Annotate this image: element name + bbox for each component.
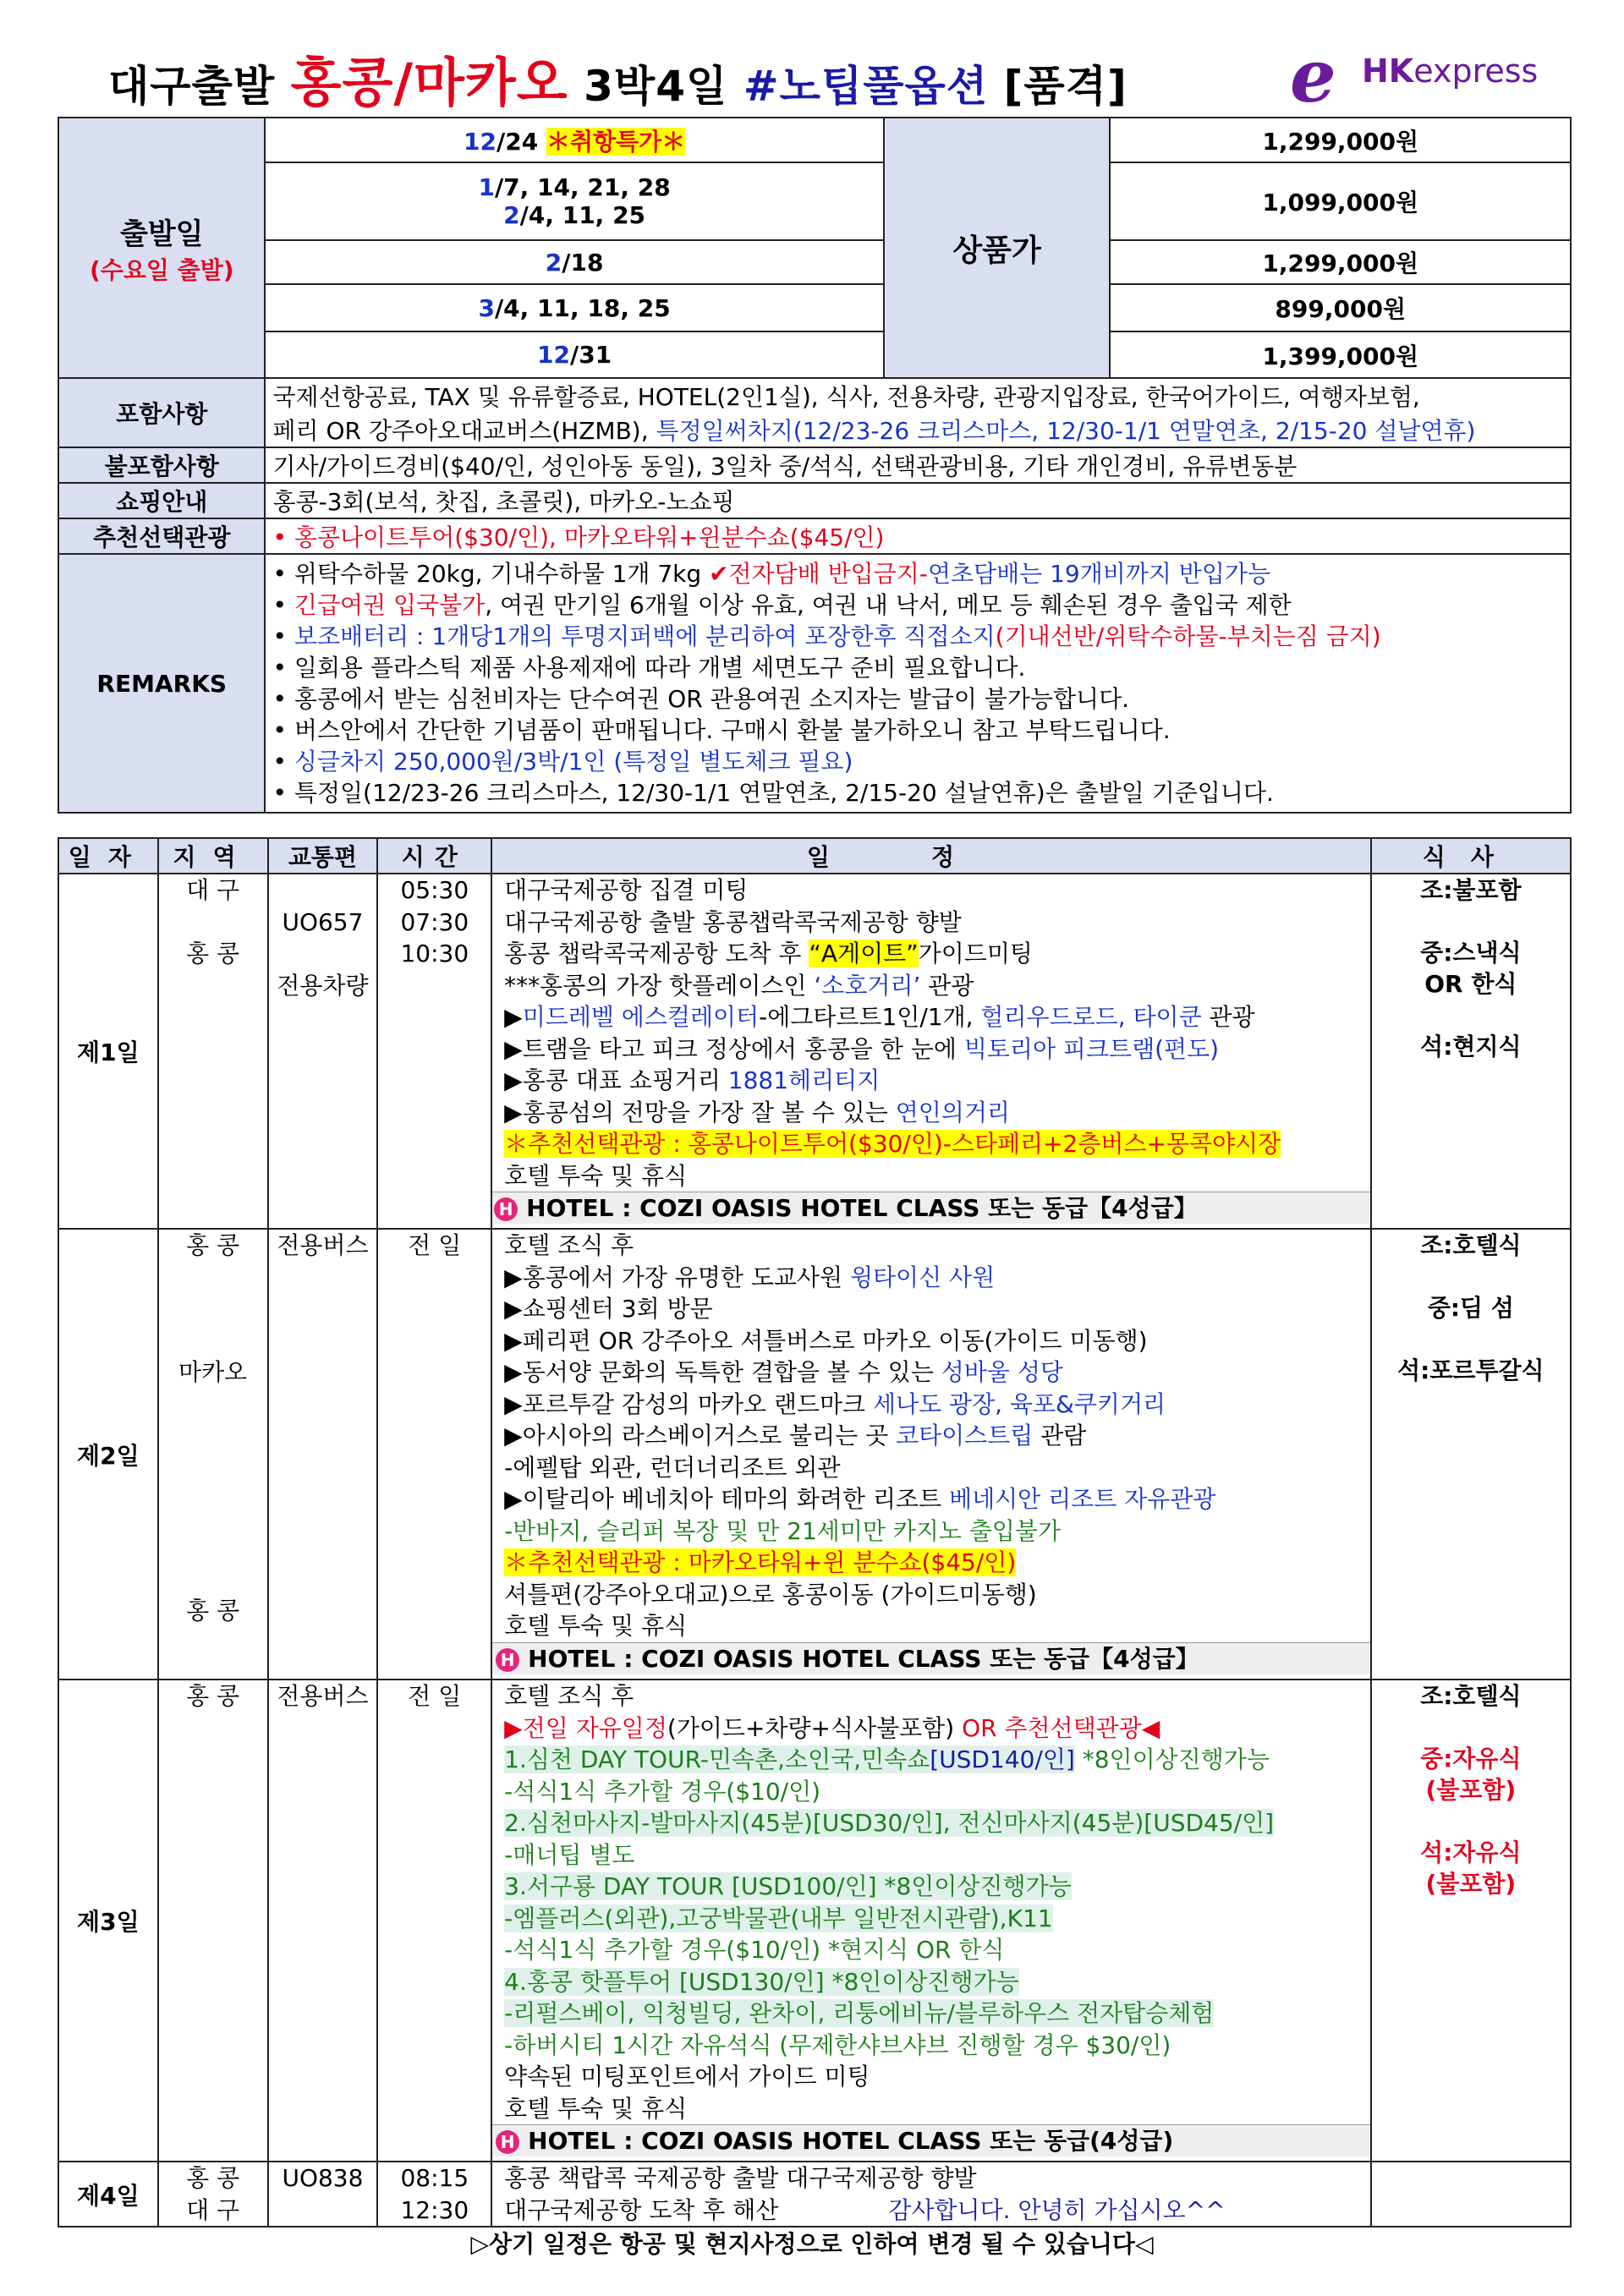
hk-express-logo <box>1290 34 1569 119</box>
day1-option: ＊추천선택관광 : 홍콩나이트투어($30/인)-스타페리+2층버스+몽콕야시장 <box>504 1130 1281 1158</box>
header-meals: 식사 <box>1371 838 1571 874</box>
title-destination: 홍콩/마카오 <box>290 52 568 113</box>
exclude-label: 불포함사항 <box>58 447 265 483</box>
remarks-label: REMARKS <box>58 554 265 813</box>
shopping-label: 쇼핑안내 <box>58 483 265 518</box>
day2-region: 홍 콩 마카오 홍 콩 <box>158 1229 268 1680</box>
logo-text: HKexpress <box>1362 52 1539 90</box>
day3-label: 제3일 <box>58 1680 158 2162</box>
hk-express-e-icon: e <box>1290 34 1336 119</box>
day1-meals: 조:불포함 중:스낵식 OR 한식 석:현지식 <box>1371 874 1571 1229</box>
special-badge: ＊취항특가＊ <box>546 127 686 156</box>
day1-hotel: H HOTEL : COZI OASIS HOTEL CLASS 또는 동급【4성급】 <box>491 1192 1370 1224</box>
option-content: • 홍콩나이트투어($30/인), 마카오타워+윈분수쇼($45/인) <box>265 518 1571 554</box>
option-label: 추천선택관광 <box>58 518 265 554</box>
day1-time: 05:30 07:30 10:30 <box>377 874 491 1229</box>
day2-label: 제2일 <box>58 1229 158 1680</box>
day1-region: 대 구 홍 콩 <box>158 874 268 1229</box>
day4-label: 제4일 <box>58 2162 158 2227</box>
price-value: 1,299,000원 <box>1110 240 1571 284</box>
departure-sub: (수요일 출발) <box>89 255 234 284</box>
day3-transport: 전용버스 <box>268 1680 378 2162</box>
title-tag: #노팁풀옵션 <box>743 62 989 111</box>
day3-meals: 조:호텔식 중:자유식 (불포함) 석:자유식 (불포함) <box>1371 1680 1571 2162</box>
page-title <box>108 41 1127 116</box>
day3-hotel: H HOTEL : COZI OASIS HOTEL CLASS 또는 동급(4성급) <box>492 2124 1370 2156</box>
product-info-table <box>58 117 1572 814</box>
day4-meals <box>1371 2162 1571 2227</box>
footer-note: ▷상기 일정은 항공 및 현지사정으로 인하여 변경 될 수 있습니다◁ <box>470 2230 1154 2258</box>
day2-time: 전 일 <box>377 1229 491 1680</box>
day2-meals: 조:호텔식 중:딤 섬 석:포르투갈식 <box>1371 1229 1571 1680</box>
day2-option: ＊추천선택관광 : 마카오타워+윈 분수쇼($45/인) <box>504 1548 1017 1576</box>
departure-date-row: 12/24 ＊취항특가＊ <box>265 118 883 162</box>
day1-label: 제1일 <box>58 874 158 1229</box>
price-label: 상품가 <box>952 233 1041 268</box>
title-grade: [품격] <box>988 62 1127 111</box>
departure-date-row: 1/7, 14, 21, 28 2/4, 11, 25 <box>265 162 883 240</box>
hotel-icon: H <box>494 1197 518 1221</box>
day4-transport: UO838 <box>268 2162 378 2227</box>
remarks-content: • 위탁수하물 20kg, 기내수하물 1개 7kg ✔전자담배 반입금지-연초담배는 19개비까지 반입가능 • 긴급여권 입국불가, 여권 만기일 6개월 이상 유효, 여권 내 낙서, 메모 등 훼손된 경우 출입국 제한 • 보조배터리 : 1개당1개의 투명지퍼백에 분리하여 포장한후 직접소지(기내선반/위탁수하물-부치는짐 금지) • 일회용 플라스틱 제품 사용제재에 따라 개별 세면도구 준비 필요합니다. • 홍콩에서 받는 심천비자는 단수여권 OR 관용여권 소지자는 발급이 불가능합니다. • 버스안에서 간단한 기념품이 판매됩니다. 구매시 환불 불가하오니 참고 부탁드립니다. • 싱글차지 250,000원/3박/1인 (특정일 별도체크 필요) • 특정일(12/23-26 크리스마스, 12/30-1/1 연말연초, 2/15-20 설날연휴)은 출발일 기준입니다. <box>265 554 1571 813</box>
price-label-cell <box>884 118 1111 378</box>
header-schedule: 일정 <box>491 838 1371 874</box>
day2-hotel: H HOTEL : COZI OASIS HOTEL CLASS 또는 동급【4성급】 <box>492 1642 1370 1674</box>
price-value: 899,000원 <box>1110 284 1571 332</box>
price-value: 1,099,000원 <box>1110 162 1571 240</box>
hotel-icon: H <box>496 1648 519 1672</box>
header-day: 일자 <box>58 838 158 874</box>
day4-schedule: 홍콩 책랍콕 국제공항 출발 대구국제공항 향발 대구국제공항 도착 후 해산 감사합니다. 안녕히 가십시오^^ <box>491 2162 1371 2227</box>
header-transport: 교통편 <box>268 838 378 874</box>
header-region: 지역 <box>158 838 268 874</box>
title-duration: 3박4일 <box>568 62 743 111</box>
title-bar <box>0 25 1624 118</box>
departure-label: 출발일 <box>119 216 204 251</box>
shopping-content: 홍콩-3회(보석, 찻집, 초콜릿), 마카오-노쇼핑 <box>265 483 1571 518</box>
day1-transport: UO657 전용차량 <box>268 874 378 1229</box>
day4-region: 홍 콩 대 구 <box>158 2162 268 2227</box>
departure-date-row: 3/4, 11, 18, 25 <box>265 284 883 332</box>
day3-time: 전 일 <box>377 1680 491 2162</box>
day4-time: 08:15 12:30 <box>377 2162 491 2227</box>
include-content: 국제선항공료, TAX 및 유류할증료, HOTEL(2인1실), 식사, 전용차량, 관광지입장료, 한국어가이드, 여행자보험, 페리 OR 강주아오대교버스(HZMB), 특정일써차지(12/23-26 크리스마스, 12/30-1/1 연말연초, 2/15-20 설날연휴) <box>265 378 1571 447</box>
day2-schedule: 호텔 조식 후 ▶홍콩에서 가장 유명한 도교사원 윙타이신 사원 ▶쇼핑센터 3회 방문 ▶페리편 OR 강주아오 셔틀버스로 마카오 이동(가이드 미동행) ▶동서양 문화의 독특한 결합을 볼 수 있는 성바울 성당 ▶포르투갈 감성의 마카오 랜드마크 세나도 광장, 육포&쿠키거리 ▶아시아의 라스베이거스로 불리는 곳 코타이스트립 관람 -에펠탑 외관, 런더너리조트 외관 ▶이탈리아 베네치아 테마의 화려한 리조트 베네시안 리조트 자유관광 -반바지, 슬리퍼 복장 및 만 21세미만 카지노 출입불가 ＊추천선택관광 : 마카오타워+윈 분수쇼($45/인) 셔틀편(강주아오대교)으로 홍콩이동 (가이드미동행) 호텔 투숙 및 휴식 H HOTEL : COZI OASIS HOTEL CLASS 또는 동급【4성급】 <box>491 1229 1371 1680</box>
include-label: 포함사항 <box>58 378 265 447</box>
departure-date-row: 2/18 <box>265 240 883 284</box>
day1-schedule: 대구국제공항 집결 미팅 대구국제공항 출발 홍콩챕락콕국제공항 향발 홍콩 챕락콕국제공항 도착 후 “A게이트”가이드미팅 ***홍콩의 가장 핫플레이스인 ‘소호거리’ 관광 ▶미드레벨 에스컬레이터-에그타르트1인/1개, 헐리우드로드, 타이쿤 관광 ▶트램을 타고 피크 정상에서 홍콩을 한 눈에 빅토리아 피크트램(편도) ▶홍콩 대표 쇼핑거리 1881헤리티지 ▶홍콩섬의 전망을 가장 잘 볼 수 있는 연인의거리 ＊추천선택관광 : 홍콩나이트투어($30/인)-스타페리+2층버스+몽콕야시장 호텔 투숙 및 휴식 H HOTEL : COZI OASIS HOTEL CLASS 또는 동급【4성급】 <box>491 874 1371 1229</box>
hotel-icon: H <box>496 2130 519 2154</box>
departure-date-row: 12/31 <box>265 332 883 378</box>
price-value: 1,399,000원 <box>1110 332 1571 378</box>
exclude-content: 기사/가이드경비($40/인, 성인아동 동일), 3일차 중/석식, 선택관광비용, 기타 개인경비, 유류변동분 <box>265 447 1571 483</box>
day3-schedule: 호텔 조식 후 ▶전일 자유일정(가이드+차량+식사불포함) OR 추천선택관광◀ 1.심천 DAY TOUR-민속촌,소인국,민속쇼[USD140/인] *8인이상진행가능 -석식1식 추가할 경우($10/인) 2.심천마사지-발마사지(45분)[USD30/인], 전신마사지(45분)[USD45/인] -매너팁 별도 3.서구룡 DAY TOUR [USD100/인] *8인이상진행가능 -엠플러스(외관),고궁박물관(내부 일반전시관람),K11 -석식1식 추가할 경우($10/인) *현지식 OR 한식 4.홍콩 핫플투어 [USD130/인] *8인이상진행가능 -리펄스베이, 익청빌딩, 완차이, 리퉁에비뉴/블루하우스 전자탑승체험 -하버시티 1시간 자유석식 (무제한샤브샤브 진행할 경우 $30/인) 약속된 미팅포인트에서 가이드 미팅 호텔 투숙 및 휴식 H HOTEL : COZI OASIS HOTEL CLASS 또는 동급(4성급) <box>491 1680 1371 2162</box>
departure-label-cell <box>58 118 265 378</box>
price-value: 1,299,000원 <box>1110 118 1571 162</box>
schedule-table <box>58 837 1572 2228</box>
day3-region: 홍 콩 <box>158 1680 268 2162</box>
title-origin: 대구출발 <box>108 62 291 111</box>
day2-transport: 전용버스 <box>268 1229 378 1680</box>
header-time: 시간 <box>377 838 491 874</box>
